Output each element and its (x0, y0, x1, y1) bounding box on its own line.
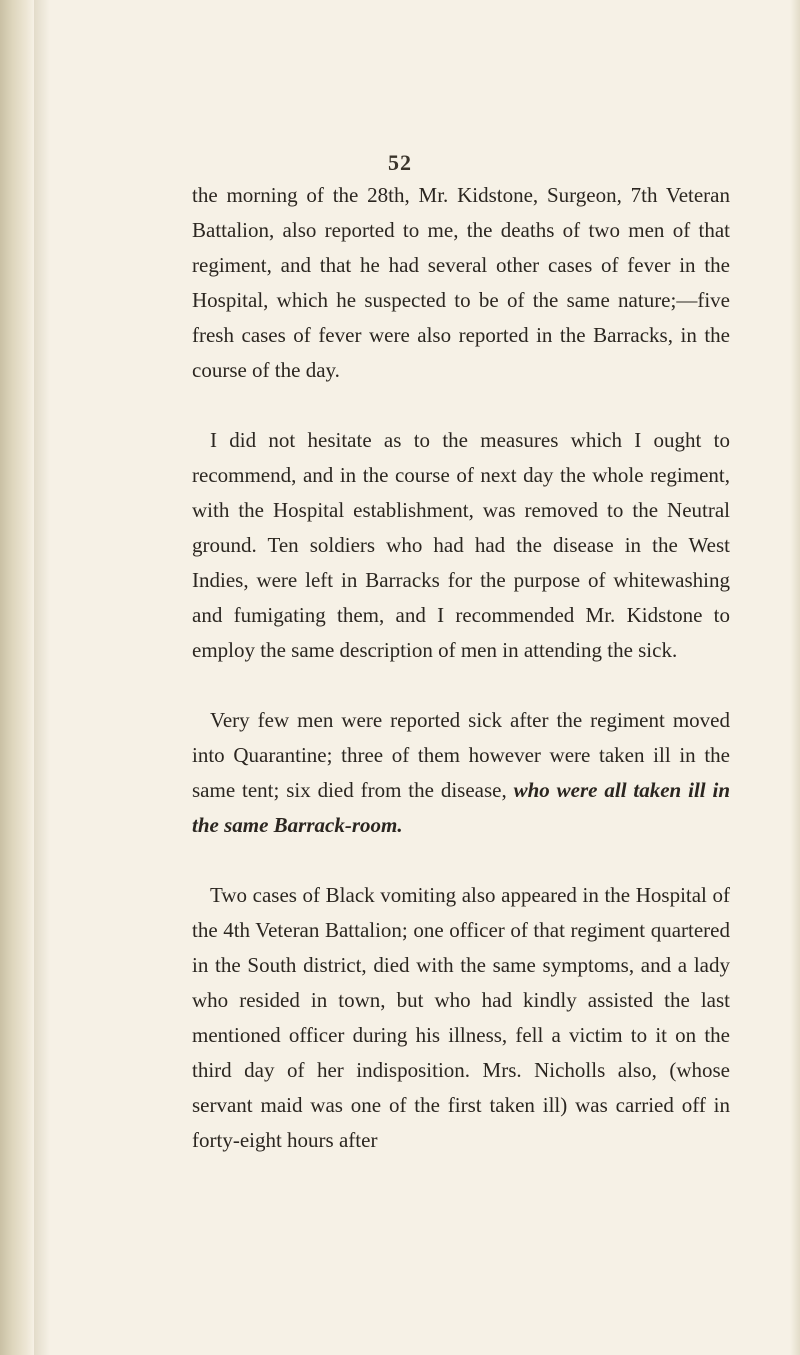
paragraph-4: Two cases of Black vomiting also appeared in the Hospital of the 4th Veteran Battalion; one officer of that regiment quartered in the South district, died with the same symptoms, and a lady who resided in town, but who had kindly assisted the last mentioned officer during his illness, fell a victim to it on the third day of her indisposition. Mrs. Nicholls also, (whose servant maid was one of the first taken ill) was carried off in forty-eight hours after (192, 883, 730, 1152)
paragraph-3-italic: who were all taken ill in the same Barrack-room. (192, 778, 730, 837)
paragraph-1: the morning of the 28th, Mr. Kidstone, Surgeon, 7th Veteran Battalion, also reported to me, the deaths of two men of that regiment, and that he had several other cases of fever in the Hospital, which he suspected to be of the same nature;—five fresh cases of fever were also reported in the Barracks, in the course of the day. (192, 183, 730, 382)
paragraph-3-text: Very few men were reported sick after the regiment moved into Quarantine; three of them however were taken ill in the same tent; six died from the disease, (192, 708, 730, 802)
page-number: 52 (388, 150, 412, 175)
page-binding-shadow (34, 0, 50, 1355)
page-binding-edge (0, 0, 34, 1355)
paragraph-3 (192, 703, 730, 843)
page-right-edge (790, 0, 800, 1355)
paragraph-2: I did not hesitate as to the measures which I ought to recommend, and in the course of next day the whole regiment, with the Hospital establishment, was removed to the Neutral ground. Ten soldiers who had had the disease in the West Indies, were left in Barracks for the purpose of whitewashing and fumigating them, and I recommended Mr. Kidstone to employ the same description of men in attending the sick. (192, 428, 730, 662)
page-body (192, 178, 730, 1158)
